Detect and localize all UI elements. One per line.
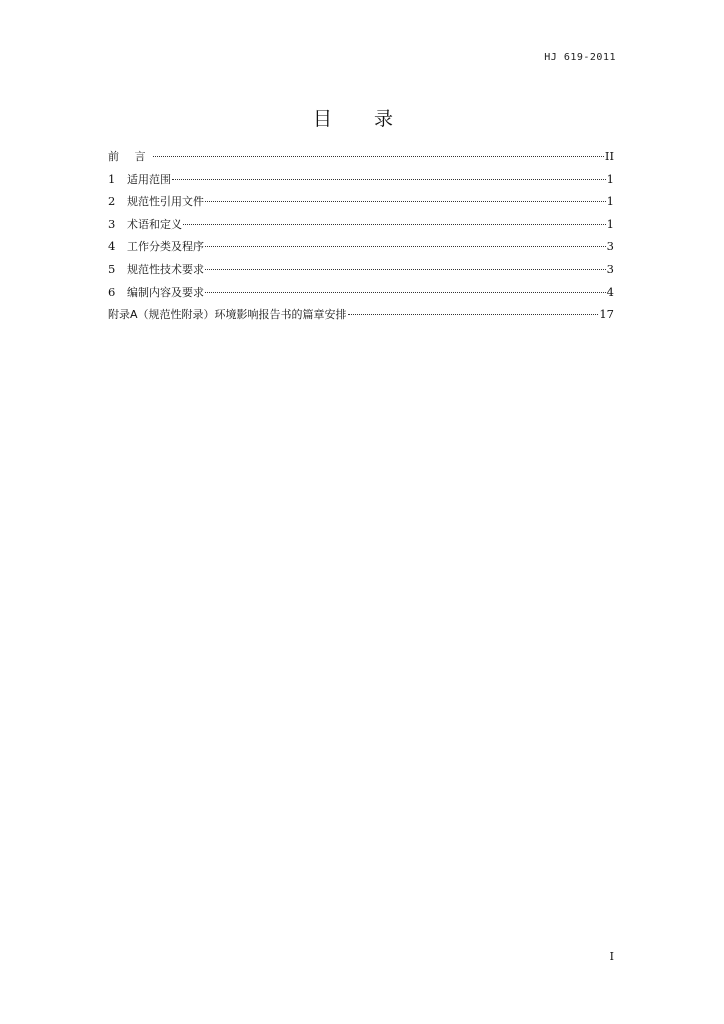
toc-entry-number: 3	[108, 216, 116, 231]
toc-entry-label: 适用范围	[127, 172, 171, 186]
dot-leader	[205, 269, 606, 270]
toc-entry-number: 5	[108, 261, 116, 276]
toc-entry-page: 3	[606, 239, 614, 254]
toc-entry-page: II	[604, 149, 614, 163]
toc-entry-page: 3	[606, 261, 614, 276]
toc-entry-label: 术语和定义	[127, 217, 182, 231]
toc-entry-page: 1	[606, 216, 614, 231]
dot-leader	[205, 246, 606, 247]
toc-entry-number: 2	[108, 194, 116, 209]
page-title: 目 录	[312, 108, 412, 130]
dot-leader	[183, 224, 606, 225]
toc-entry-label: 附录A（规范性附录）环境影响报告书的篇章安排	[108, 308, 347, 322]
toc-entry-compilation-content[interactable]	[108, 281, 614, 304]
page-number: I	[609, 950, 614, 963]
toc-entry-number: 6	[108, 284, 116, 299]
table-of-contents	[108, 145, 614, 326]
dot-leader	[205, 292, 606, 293]
toc-entry-number: 4	[108, 239, 116, 254]
toc-entry-foreword[interactable]	[108, 145, 614, 168]
toc-entry-label: 规范性引用文件	[127, 195, 204, 209]
toc-entry-page: 1	[606, 194, 614, 209]
toc-entry-page: 1	[606, 171, 614, 186]
document-code: HJ 619-2011	[544, 52, 616, 63]
toc-entry-label: 工作分类及程序	[127, 240, 204, 254]
dot-leader	[348, 314, 599, 315]
toc-entry-terms-definitions[interactable]	[108, 213, 614, 236]
toc-entry-scope[interactable]	[108, 168, 614, 191]
toc-entry-label: 编制内容及要求	[127, 285, 204, 299]
toc-entry-label: 规范性技术要求	[127, 262, 204, 276]
toc-entry-page: 4	[606, 284, 614, 299]
toc-entry-appendix-a[interactable]	[108, 303, 614, 326]
dot-leader	[172, 179, 606, 180]
toc-entry-page: 17	[599, 307, 614, 322]
toc-entry-number: 1	[108, 171, 116, 186]
toc-entry-normative-references[interactable]	[108, 190, 614, 213]
dot-leader	[153, 156, 604, 157]
toc-entry-technical-requirements[interactable]	[108, 258, 614, 281]
toc-entry-label: 前 言	[108, 150, 152, 163]
dot-leader	[205, 201, 606, 202]
toc-entry-work-classification[interactable]	[108, 235, 614, 258]
